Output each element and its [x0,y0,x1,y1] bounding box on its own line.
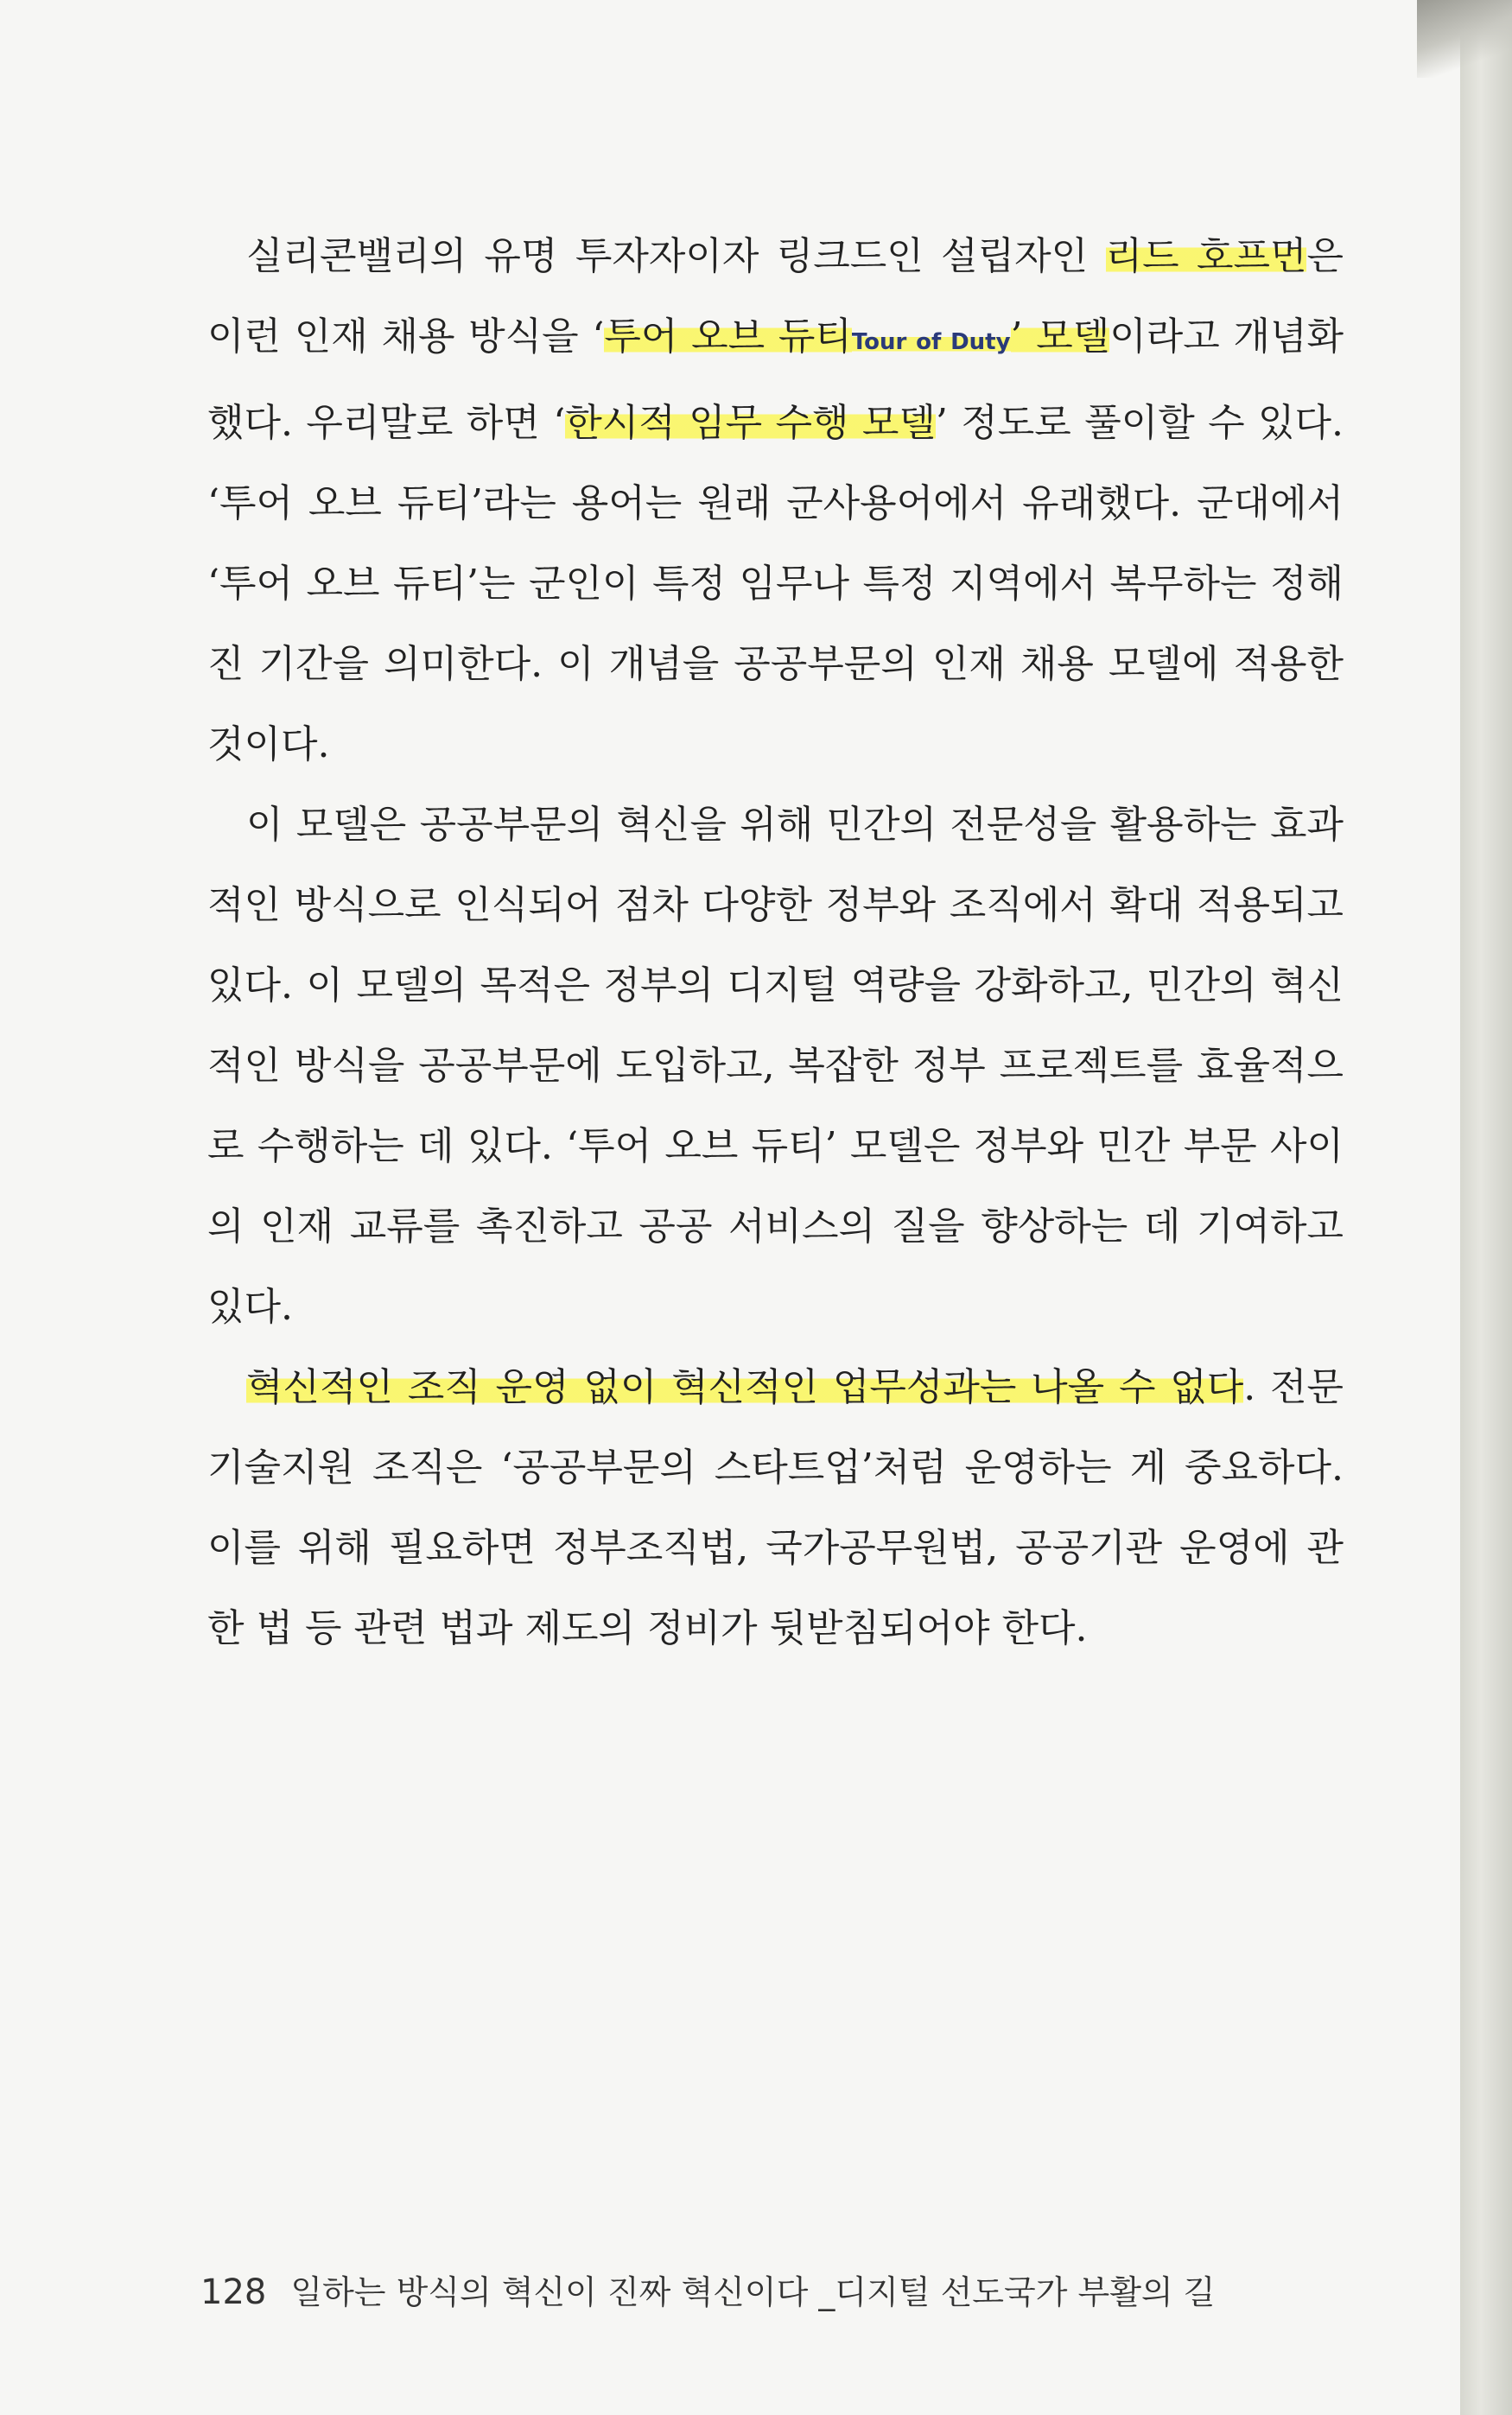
highlighted-text: ’ 모델 [1010,315,1110,359]
page-number: 128 [200,2272,267,2312]
highlighted-text: 투어 오브 듀티 [604,315,852,359]
text-segment: 실리콘밸리의 유명 투자자이자 링크드인 설립자인 [246,234,1106,278]
book-title: 일하는 방식의 혁신이 진짜 혁신이다 _디지털 선도국가 부활의 길 [290,2273,1216,2311]
body-text [207,216,1344,1668]
page-footer [200,2266,1324,2313]
text-segment: . 전문기술지원 조직은 ‘공공부문의 스타트업’처럼 운영하는 게 중요하다. 이를 위해 필요하면 정부조직법, 국가공무원법, 공공기관 운영에 관한 법 등 관련 법과 제도의 정비가 뒷받침되어야 한다. [207,1365,1344,1650]
text-segment: ’ 정도로 풀이할 수 있다. ‘투어 오브 듀티’라는 용어는 원래 군사용어에서 유래했다. 군대에서 ‘투어 오브 듀티’는 군인이 특정 임무나 특정 지역에서 복무하는 정해진 기간을 의미한다. 이 개념을 공공부문의 인재 채용 모델에 적용한 것이다. [207,401,1344,766]
page-edge [1460,0,1512,2415]
text-segment: 은 이런 인재 채용 방식을 ‘ [207,234,1344,359]
text-segment: 이 모델은 공공부문의 혁신을 위해 민간의 전문성을 활용하는 효과적인 방식으로 인식되어 점차 다양한 정부와 조직에서 확대 적용되고 있다. 이 모델의 목적은 정부의 디지털 역량을 강화하고, 민간의 혁신적인 방식을 공공부문에 도입하고, 복잡한 정부 프로젝트를 효율적으로 수행하는 데 있다. ‘투어 오브 듀티’ 모델은 정부와 민간 부문 사이의 인재 교류를 촉진하고 공공 서비스의 질을 향상하는 데 기여하고 있다. [207,803,1344,1329]
highlighted-text: 혁신적인 조직 운영 없이 혁신적인 업무성과는 나올 수 없다 [246,1365,1244,1409]
highlighted-text: 한시적 임무 수행 모델 [565,401,936,445]
highlighted-english-term: Tour of Duty [851,329,1011,355]
highlighted-text: 리드 호프먼 [1105,234,1307,278]
paragraph-1 [207,216,1344,785]
paragraph-2 [207,785,1344,1347]
page-corner-shadow [1417,0,1512,78]
paragraph-3 [207,1347,1344,1668]
text-segment: 이라고 개념화했다. 우리말로 하면 ‘ [207,315,1344,445]
